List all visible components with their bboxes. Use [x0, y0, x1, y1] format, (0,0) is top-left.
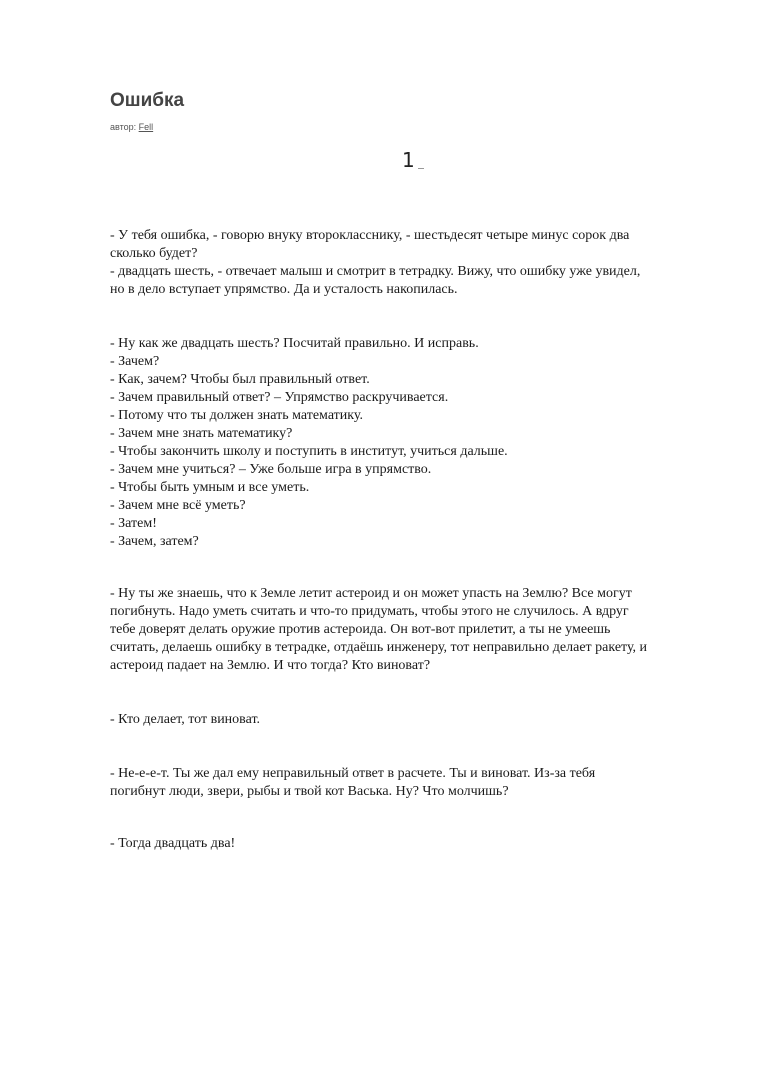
paragraph-block — [110, 835, 720, 853]
author-line — [110, 121, 153, 133]
author-link[interactable]: Fell — [138, 122, 154, 132]
text-line: - Чтобы закончить школу и поступить в институт, учиться дальше. — [110, 444, 508, 459]
paragraph-block — [110, 711, 720, 729]
text-line: тебе доверят делать оружие против астероида. Он вот-вот прилетит, а ты не умеешь — [110, 622, 611, 637]
text-line: - Зачем? — [110, 354, 160, 369]
text-line: - Тогда двадцать два! — [110, 836, 236, 851]
text-line: погибнуть. Надо уметь считать и что-то придумать, чтобы этого не случилось. А вдруг — [110, 604, 629, 619]
text-line: - Зачем мне знать математику? — [110, 426, 293, 441]
text-line: сколько будет? — [110, 246, 198, 261]
document-title: Ошибка — [110, 90, 185, 111]
text-line: - Кто делает, тот виноват. — [110, 712, 261, 727]
text-line: - Ну как же двадцать шесть? Посчитай правильно. И исправь. — [110, 336, 479, 351]
author-prefix: автор: — [110, 122, 139, 132]
text-line: погибнут люди, звери, рыбы и твой кот Васька. Ну? Что молчишь? — [110, 784, 509, 799]
text-line: - Ну ты же знаешь, что к Земле летит астероид и он может упасть на Землю? Все могут — [110, 586, 632, 601]
text-line: - Зачем правильный ответ? – Упрямство раскручивается. — [110, 390, 449, 405]
paragraph-block — [110, 585, 720, 675]
text-line: - Зачем мне учиться? – Уже больше игра в упрямство. — [110, 462, 432, 477]
text-line: астероид падает на Землю. И что тогда? Кто виноват? — [110, 658, 431, 673]
text-line: - двадцать шесть, - отвечает малыш и смотрит в тетрадку. Вижу, что ошибку уже увидел, — [110, 264, 641, 279]
text-line: - Как, зачем? Чтобы был правильный ответ. — [110, 372, 370, 387]
text-line: - Затем! — [110, 516, 157, 531]
text-line: - У тебя ошибка, - говорю внуку второкласснику, - шестьдесят четыре минус сорок два — [110, 228, 630, 243]
text-line: - Чтобы быть умным и все уметь. — [110, 480, 310, 495]
paragraph-block — [110, 765, 720, 801]
text-line: - Зачем, затем? — [110, 534, 199, 549]
paragraph-block — [110, 227, 720, 299]
paragraph-block — [110, 335, 720, 551]
text-line: считать, делаешь ошибку в тетрадке, отдаёшь инженеру, тот неправильно делает ракету, и — [110, 640, 648, 655]
text-line: - Не-е-е-т. Ты же дал ему неправильный ответ в расчете. Ты и виноват. Из-за тебя — [110, 766, 596, 781]
text-line: - Зачем мне всё уметь? — [110, 498, 246, 513]
page-number-mark — [418, 168, 424, 169]
text-line: - Потому что ты должен знать математику. — [110, 408, 363, 423]
page-number: 1 — [402, 148, 415, 172]
text-line: но в дело вступает упрямство. Да и усталость накопилась. — [110, 282, 458, 297]
